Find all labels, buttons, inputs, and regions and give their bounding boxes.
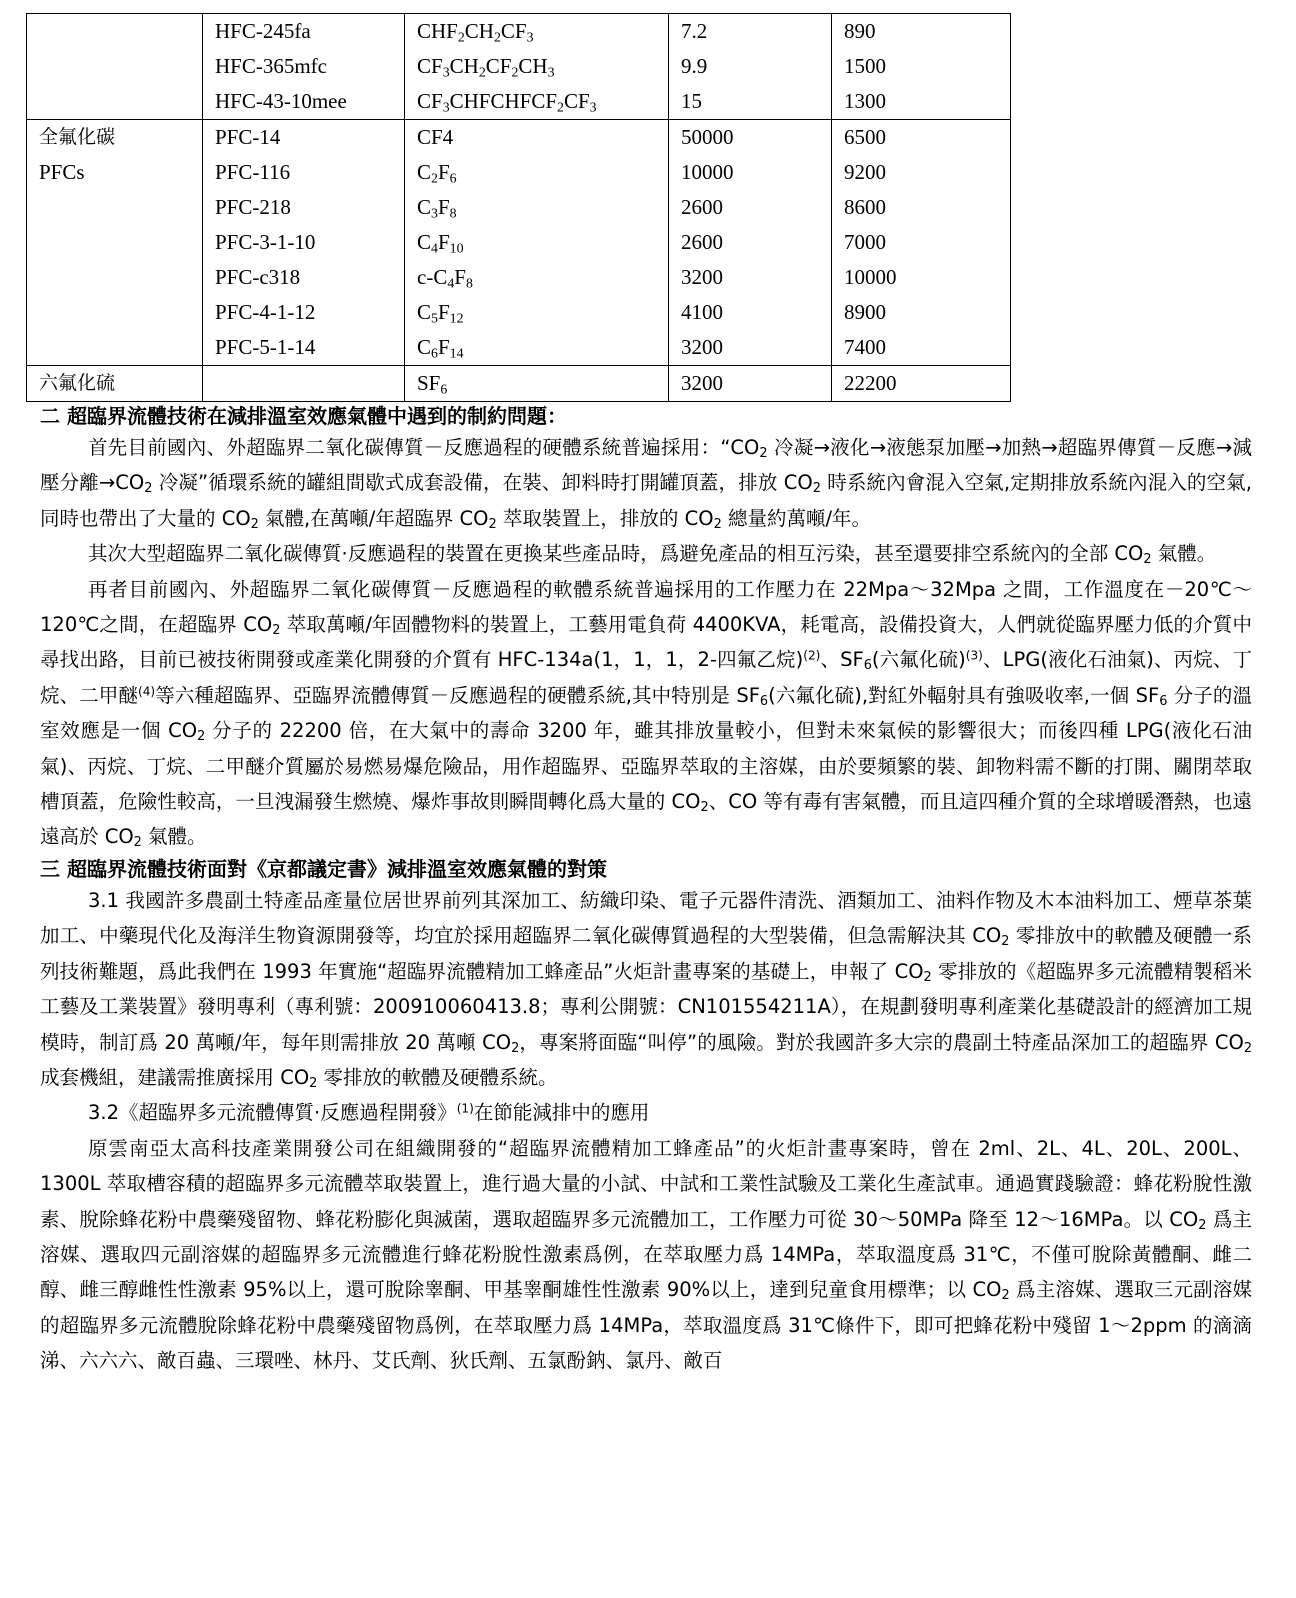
- subscript: 2: [557, 99, 564, 115]
- text-run: C: [417, 230, 432, 254]
- text-run: 成套機組，建議需推廣採用 CO: [40, 1065, 310, 1089]
- cell-formula: [405, 190, 669, 225]
- cell-category: 全氟化碳: [27, 120, 203, 156]
- cell-gwp: 890: [832, 14, 1011, 50]
- cell-category: [27, 49, 203, 84]
- subscript: 2: [759, 446, 768, 462]
- text-run: C: [417, 335, 432, 359]
- subscript: 2: [713, 517, 722, 533]
- table-row: [27, 155, 1011, 190]
- text-run: (六氟化硫): [871, 648, 966, 672]
- cell-lifetime: 3200: [669, 330, 832, 366]
- cell-category: [27, 84, 203, 120]
- cell-formula: [405, 295, 669, 330]
- text-run: 三 超臨界流體技術面對《京都議定書》減排溫室效應氣體的對策: [40, 856, 607, 881]
- text-run: CF: [485, 54, 512, 78]
- subscript: 3: [442, 99, 450, 115]
- subscript: 3: [442, 64, 450, 80]
- text-run: 時系統內會混入空氣,定期排放系統內混入的空氣,同時也帶出了大量的 CO: [40, 471, 1252, 530]
- cell-name: HFC-365mfc: [203, 49, 405, 84]
- subscript: 2: [923, 969, 932, 985]
- subscript: 2: [493, 29, 501, 45]
- superscript: (4): [138, 684, 156, 699]
- gas-table-body: [27, 14, 1011, 402]
- subscript: 8: [449, 205, 457, 221]
- cell-gwp: 7000: [832, 225, 1011, 260]
- subscript: 2: [1198, 1217, 1207, 1233]
- superscript: (2): [803, 648, 821, 663]
- text-run: 零排放的《超臨界多元流體精製稻米工藝及工業裝置》發明專利（專利號：200910060413.8；專利公開號：CN101554211A），在規劃發明專利產業化基礎設計的經濟加工規模時，制訂爲 20 萬噸/年，每年則需排放 20 萬噸 CO: [40, 959, 1252, 1054]
- subscript: 6: [863, 658, 872, 674]
- table-row: [27, 190, 1011, 225]
- subscript: 3: [431, 205, 438, 221]
- subscript: 2: [309, 1076, 318, 1092]
- cell-formula: [405, 225, 669, 260]
- text-run: (六氟化硫),對紅外輻射具有強吸收率,一個 SF: [768, 683, 1160, 707]
- subscript: 6: [440, 381, 448, 397]
- cell-name: HFC-245fa: [203, 14, 405, 50]
- text-run: c-C: [417, 265, 448, 289]
- paragraph: [40, 572, 1252, 855]
- cell-gwp: 8900: [832, 295, 1011, 330]
- cell-name: [203, 366, 405, 402]
- subscript: 3: [547, 64, 555, 80]
- text-run: 、SF: [820, 648, 864, 672]
- subscript: 2: [144, 481, 153, 497]
- text-run: C: [417, 300, 432, 324]
- subscript: 2: [272, 623, 281, 639]
- cell-gwp: 9200: [832, 155, 1011, 190]
- cell-name: HFC-43-10mee: [203, 84, 405, 120]
- text-run: CH: [518, 54, 548, 78]
- text-run: CH: [449, 54, 479, 78]
- subscript: 2: [1143, 552, 1152, 568]
- text-run: CF: [500, 19, 527, 43]
- text-run: SF: [417, 371, 441, 395]
- text-run: F: [437, 300, 450, 324]
- table-row: [27, 14, 1011, 50]
- text-run: 等六種超臨界、亞臨界流體傳質－反應過程的硬體系統,其中特別是 SF: [155, 683, 760, 707]
- text-run: CH: [464, 19, 494, 43]
- subscript: 3: [526, 29, 534, 45]
- cell-gwp: 7400: [832, 330, 1011, 366]
- cell-category: [27, 14, 203, 50]
- cell-gwp: 1500: [832, 49, 1011, 84]
- subscript: 2: [250, 517, 259, 533]
- text-run: 3.1 我國許多農副土特產品產量位居世界前列其深加工、紡織印染、電子元器件清洗、酒類加工、油料作物及木本油料加工、煙草茶葉加工、中藥現代化及海洋生物資源開發等，均宜於採用超臨界二氧化碳傳質過程的大型裝備，但急需解決其 CO: [40, 888, 1252, 948]
- cell-name: PFC-5-1-14: [203, 330, 405, 366]
- cell-lifetime: 7.2: [669, 14, 832, 50]
- superscript: (3): [965, 648, 983, 663]
- cell-formula: [405, 330, 669, 366]
- subscript: 3: [589, 99, 597, 115]
- text-run: 原雲南亞太高科技產業開發公司在組織開發的“超臨界流體精加工蜂產品”的火炬計畫專案時，曾在 2ml、2L、4L、20L、200L、1300L 萃取槽容積的超臨界多元流體萃取裝置上，進行過大量的小試、中試和工業性試驗及工業化生產試車。通過實踐驗證：蜂花粉脫性激素、脫除蜂花粉中農藥殘留物、蜂花粉膨化與滅菌，選取超臨界多元流體加工，工作壓力可從 30～50MPa 降至 12～16MPa。以 CO: [40, 1136, 1252, 1231]
- cell-category: [27, 225, 203, 260]
- subscript: 2: [488, 517, 497, 533]
- text-run: 零排放的軟體及硬體系統。: [317, 1065, 558, 1089]
- table-row: [27, 295, 1011, 330]
- subscript: 6: [1159, 694, 1168, 710]
- subscript: 2: [1001, 934, 1010, 950]
- text-run: 萃取萬噸/年固體物料的裝置上，工藝用電負荷 4400KVA，耗電高，設備投資大，人們就從臨界壓力低的介質中尋找出路，目前已被技術開發或產業化開發的介質有 HFC-134a(1，1，1，2-四氟乙烷): [40, 613, 1252, 672]
- cell-formula: [405, 49, 669, 84]
- text-run: 分子的溫室效應是一個 CO: [40, 683, 1252, 743]
- text-run: ，專案將面臨“叫停”的風險。對於我國許多大宗的農副土特產品深加工的超臨界 CO: [519, 1030, 1244, 1054]
- subscript: 2: [457, 29, 465, 45]
- subscript: 2: [431, 170, 438, 186]
- document-body: [40, 402, 1252, 1379]
- cell-category: 六氟化硫: [27, 366, 203, 402]
- text-run: 總量約萬噸/年。: [721, 506, 872, 530]
- text-run: F: [454, 265, 466, 289]
- cell-category: [27, 330, 203, 366]
- text-run: F: [437, 195, 450, 219]
- cell-gwp: 22200: [832, 366, 1011, 402]
- paragraph: [40, 883, 1252, 1095]
- gas-table-container: [26, 13, 1011, 402]
- table-row: [27, 330, 1011, 366]
- text-run: 3.2《超臨界多元流體傳質·反應過程開發》: [88, 1101, 457, 1125]
- text-run: 萃取裝置上，排放的 CO: [496, 506, 714, 530]
- subscript: 5: [431, 310, 438, 326]
- text-run: 氣體。: [1151, 542, 1217, 566]
- paragraph: [40, 536, 1252, 571]
- subscript: 12: [449, 310, 464, 326]
- subscript: 4: [447, 275, 455, 291]
- text-run: 爲主溶媒、選取三元副溶媒的超臨界多元流體脫除蜂花粉中農藥殘留物爲例，在萃取壓力爲 14MPa，萃取溫度爲 31℃條件下，即可把蜂花粉中殘留 1～2ppm 的滴滴涕、六六六、敵百蟲、三環唑、林丹、艾氏劑、狄氏劑、五氯酚鈉、氯丹、敵百: [40, 1278, 1252, 1373]
- paragraph: [40, 1095, 1252, 1130]
- cell-formula: [405, 14, 669, 50]
- text-run: C: [417, 195, 432, 219]
- cell-lifetime: 50000: [669, 120, 832, 156]
- text-run: 爲主溶媒、選取四元副溶媒的超臨界多元流體進行蜂花粉脫性激素爲例，在萃取壓力爲 14MPa，萃取溫度爲 31℃，不僅可脫除黃體酮、雌二醇、雌三醇雌性性激素 95%以上，還可脫除睾酮、甲基睾酮雄性性激素 90%以上，達到兒童食用標準；以 CO: [40, 1207, 1253, 1302]
- cell-lifetime: 10000: [669, 155, 832, 190]
- cell-name: PFC-c318: [203, 260, 405, 295]
- text-run: CF: [417, 54, 443, 78]
- cell-name: PFC-4-1-12: [203, 295, 405, 330]
- text-run: 分子的 22200 倍，在大氣中的壽命 3200 年，雖其排放量較小，但對未來氣候的影響很大；而後四種 LPG(液化石油氣)、丙烷、丁烷、二甲醚介質屬於易燃易爆危險品，用作超臨界、亞臨界萃取的主溶媒，由於要頻繁的裝、卸物料需不斷的打開、關閉萃取槽頂蓋，危險性較高，一旦洩漏發生燃燒、爆炸事故則瞬間轉化爲大量的 CO: [40, 719, 1252, 814]
- cell-lifetime: 3200: [669, 260, 832, 295]
- cell-gwp: 1300: [832, 84, 1011, 120]
- section-heading: [40, 402, 1252, 430]
- text-run: F: [437, 230, 450, 254]
- superscript: (1): [456, 1101, 474, 1116]
- subscript: 2: [511, 64, 519, 80]
- subscript: 2: [700, 800, 709, 816]
- subscript: 4: [431, 240, 438, 256]
- paragraph: [40, 1131, 1252, 1379]
- cell-formula: [405, 84, 669, 120]
- text-run: 冷凝”循環系統的罐組間歇式成套設備，在裝、卸料時打開罐頂蓋，排放 CO: [152, 471, 813, 495]
- cell-lifetime: 15: [669, 84, 832, 120]
- cell-name: PFC-218: [203, 190, 405, 225]
- text-run: 氣體。: [141, 825, 207, 849]
- cell-formula: [405, 155, 669, 190]
- table-row: [27, 225, 1011, 260]
- text-run: 氣體,在萬噸/年超臨界 CO: [258, 506, 489, 530]
- section-heading: [40, 855, 1252, 883]
- cell-gwp: 8600: [832, 190, 1011, 225]
- cell-category: [27, 295, 203, 330]
- table-row: [27, 120, 1011, 156]
- subscript: 2: [197, 729, 206, 745]
- text-run: CF: [417, 89, 443, 113]
- subscript: 6: [431, 345, 438, 361]
- cell-category: [27, 260, 203, 295]
- paragraph: [40, 430, 1252, 536]
- cell-lifetime: 4100: [669, 295, 832, 330]
- text-run: 零排放中的軟體及硬體一系列技術難題，爲此我們在 1993 年實施“超臨界流體精加工蜂產品”火炬計畫專案的基礎上，申報了 CO: [40, 924, 1252, 983]
- text-run: F: [437, 160, 450, 184]
- subscript: 2: [133, 835, 142, 851]
- cell-formula: [405, 120, 669, 156]
- cell-category: PFCs: [27, 155, 203, 190]
- cell-formula: [405, 260, 669, 295]
- table-row: [27, 260, 1011, 295]
- subscript: 2: [1243, 1040, 1252, 1056]
- subscript: 14: [449, 345, 464, 361]
- subscript: 10: [449, 240, 464, 256]
- table-row: [27, 49, 1011, 84]
- text-run: 、LPG(液化石油氣)、丙烷、丁烷、二甲醚: [40, 648, 1253, 707]
- text-run: CF4: [417, 125, 454, 149]
- table-row: [27, 366, 1011, 402]
- text-run: 再者目前國內、外超臨界二氧化碳傳質－反應過程的軟體系統普遍採用的工作壓力在 22Mpa～32Mpa 之間，工作溫度在－20℃～120℃之間，在超臨界 CO: [40, 577, 1252, 637]
- cell-lifetime: 2600: [669, 225, 832, 260]
- subscript: 8: [465, 275, 473, 291]
- text-run: CHFCHFCF: [449, 89, 558, 113]
- cell-category: [27, 190, 203, 225]
- cell-lifetime: 2600: [669, 190, 832, 225]
- text-run: C: [417, 160, 432, 184]
- text-run: 其次大型超臨界二氧化碳傳質·反應過程的裝置在更換某些產品時，爲避免產品的相互污染，甚至還要排空系統內的全部 CO: [88, 542, 1144, 566]
- greenhouse-gas-table: [26, 13, 1011, 402]
- text-run: 、CO 等有毒有害氣體，而且這四種介質的全球增暖潛熱，也遠遠高於 CO: [40, 790, 1252, 849]
- cell-name: PFC-116: [203, 155, 405, 190]
- cell-lifetime: 9.9: [669, 49, 832, 84]
- cell-lifetime: 3200: [669, 366, 832, 402]
- text-run: 在節能減排中的應用: [473, 1101, 650, 1125]
- subscript: 2: [511, 1040, 520, 1056]
- subscript: 2: [1001, 1288, 1010, 1304]
- cell-formula: [405, 366, 669, 402]
- subscript: 6: [759, 694, 769, 710]
- cell-gwp: 10000: [832, 260, 1011, 295]
- subscript: 2: [478, 64, 486, 80]
- text-run: 冷凝→液化→液態泵加壓→加熱→超臨界傳質－反應→減壓分離→CO: [40, 436, 1252, 495]
- text-run: 二 超臨界流體技術在減排溫室效應氣體中遇到的制約問題：: [40, 404, 567, 428]
- cell-gwp: 6500: [832, 120, 1011, 156]
- cell-name: PFC-14: [203, 120, 405, 156]
- subscript: 6: [449, 170, 457, 186]
- text-run: CHF: [417, 19, 458, 43]
- cell-name: PFC-3-1-10: [203, 225, 405, 260]
- table-row: [27, 84, 1011, 120]
- text-run: F: [437, 335, 450, 359]
- text-run: 首先目前國內、外超臨界二氧化碳傳質－反應過程的硬體系統普遍採用：“CO: [88, 436, 760, 459]
- text-run: CF: [563, 89, 590, 113]
- subscript: 2: [812, 481, 821, 497]
